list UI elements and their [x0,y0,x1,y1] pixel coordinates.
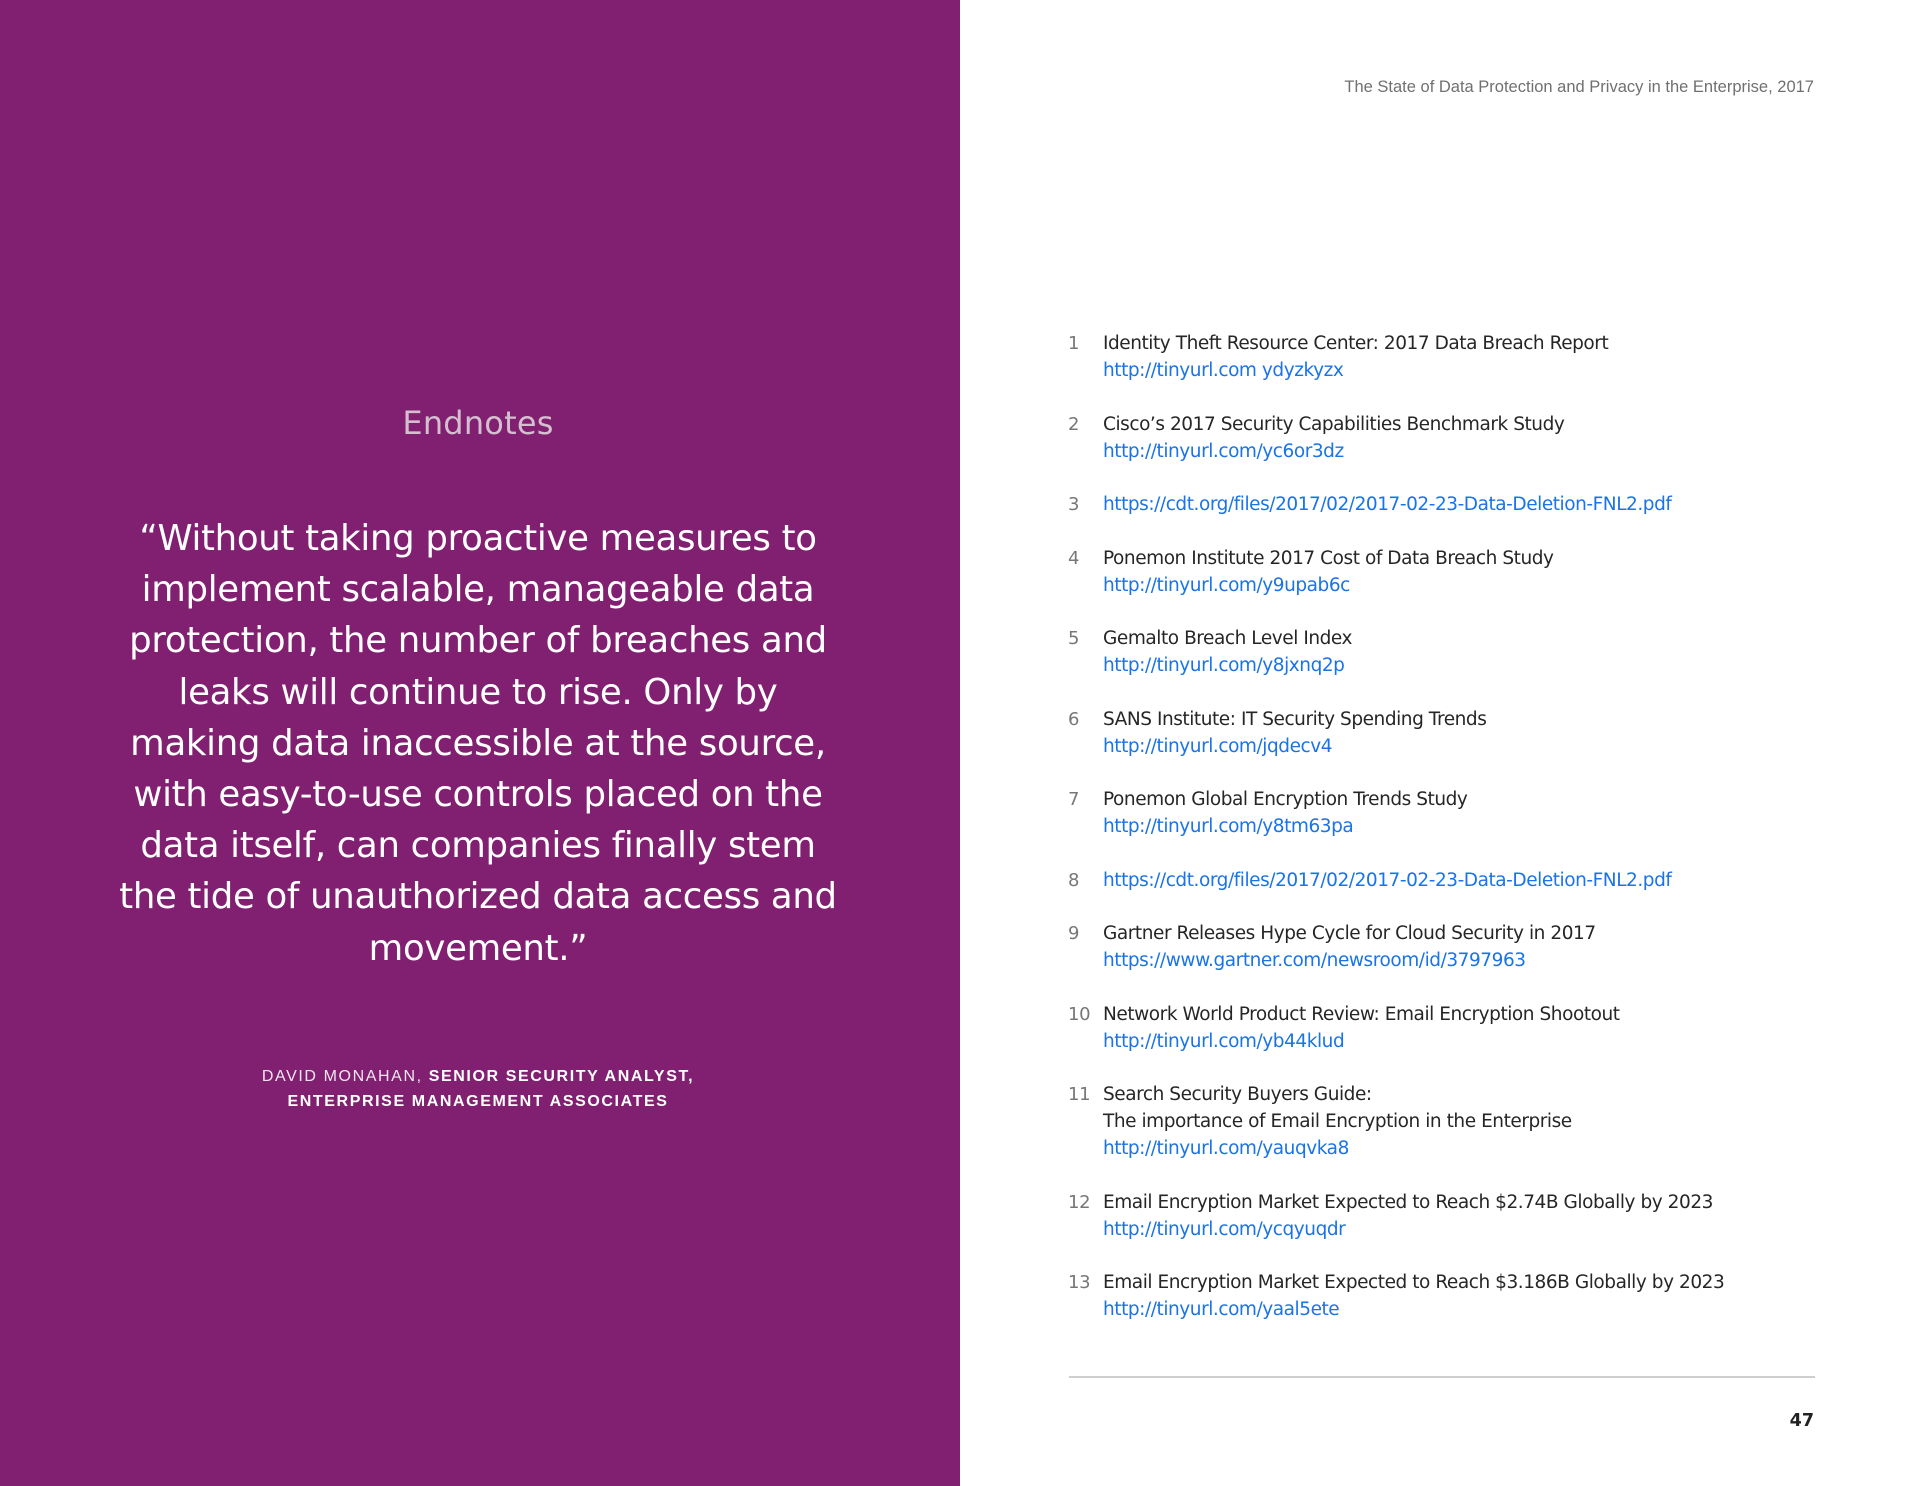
section-title: Endnotes [402,404,554,442]
page-number: 47 [1789,1411,1814,1431]
endnote-link[interactable]: http://tinyurl.com/y8jxnq2p [1103,655,1345,676]
endnote-number: 1 [1068,333,1080,354]
endnote-number: 7 [1068,789,1080,810]
running-header: The State of Data Protection and Privacy in the Enterprise, 2017 [1344,78,1814,96]
endnote-title: Ponemon Institute 2017 Cost of Data Breach Study [1103,547,1554,569]
attribution-organization: ENTERPRISE MANAGEMENT ASSOCIATES [287,1093,669,1110]
endnote-number: 3 [1068,494,1080,515]
endnote-number: 2 [1068,413,1080,435]
endnote-link[interactable]: http://tinyurl.com/y9upab6c [1103,574,1350,596]
endnote-link[interactable]: https://cdt.org/files/2017/02/2017-02-23-Data-Deletion-FNL2.pdf [1103,869,1672,891]
endnotes-list [1068,330,1828,1350]
endnote-link[interactable]: http://tinyurl.com/yb44klud [1103,1030,1345,1052]
endnote-number: 10 [1068,1003,1091,1025]
endnote-title: Gemalto Breach Level Index [1103,628,1352,649]
endnote-title: Ponemon Global Encryption Trends Study [1103,789,1468,810]
endnote-number: 13 [1068,1272,1091,1293]
footer-divider [1069,1376,1815,1378]
endnote-number: 8 [1068,869,1080,891]
endnote-item [1068,411,1828,465]
endnote-link[interactable]: http://tinyurl.com/yc6or3dz [1103,440,1344,462]
endnote-number: 12 [1068,1191,1091,1213]
endnote-link[interactable]: http://tinyurl.com/ycqyuqdr [1103,1218,1346,1240]
endnote-item [1068,1081,1828,1162]
endnote-title: Identity Theft Resource Center: 2017 Data Breach Report [1103,333,1609,354]
endnote-title: Gartner Releases Hype Cycle for Cloud Security in 2017 [1103,923,1596,944]
endnote-item [1068,625,1828,679]
endnote-link[interactable]: http://tinyurl.com/yauqvka8 [1103,1138,1349,1159]
endnote-link[interactable]: https://cdt.org/files/2017/02/2017-02-23-Data-Deletion-FNL2.pdf [1103,494,1672,515]
endnote-item [1068,1269,1828,1323]
endnote-item [1068,1189,1828,1243]
endnote-title: Cisco’s 2017 Security Capabilities Benchmark Study [1103,413,1565,435]
endnote-link[interactable]: http://tinyurl.com/y8tm63pa [1103,816,1354,837]
endnote-number: 11 [1068,1084,1091,1105]
endnote-number: 9 [1068,923,1080,944]
endnote-item [1068,330,1828,384]
endnote-title: Email Encryption Market Expected to Reach $2.74B Globally by 2023 [1103,1191,1713,1213]
endnote-link[interactable]: http://tinyurl.com/yaal5ete [1103,1299,1340,1320]
endnote-number: 4 [1068,547,1080,569]
endnote-item [1068,1001,1828,1055]
endnote-link[interactable]: https://www.gartner.com/newsroom/id/3797963 [1103,950,1526,971]
attribution-role: SENIOR SECURITY ANALYST, [428,1068,695,1085]
endnote-title-continued: The importance of Email Encryption in the Enterprise [1103,1111,1572,1132]
quote-attribution [0,1064,956,1114]
endnote-item [1068,706,1828,760]
endnote-title: SANS Institute: IT Security Spending Trends [1103,708,1487,730]
endnote-item [1068,867,1828,894]
endnote-number: 6 [1068,708,1080,730]
endnote-number: 5 [1068,628,1080,649]
endnote-item [1068,491,1828,518]
endnote-link[interactable]: http://tinyurl.com/jqdecv4 [1103,735,1333,757]
endnote-item [1068,920,1828,974]
endnote-item [1068,786,1828,840]
attribution-name: DAVID MONAHAN, [261,1068,423,1085]
endnote-title: Network World Product Review: Email Encryption Shootout [1103,1003,1620,1025]
endnote-item [1068,545,1828,599]
pull-quote: “Without taking proactive measures to implement scalable, manageable data protection, the number of breaches and leaks will continue to rise. Only by making data inaccessible at the source, with easy-to-use controls placed on the data itself, can companies finally stem the tide of unauthorized data access and movement.” [119,518,837,969]
endnote-link[interactable]: http://tinyurl.com ydyzkyzx [1103,360,1344,381]
endnote-title: Search Security Buyers Guide: [1103,1084,1372,1105]
endnote-title: Email Encryption Market Expected to Reach $3.186B Globally by 2023 [1103,1272,1725,1293]
